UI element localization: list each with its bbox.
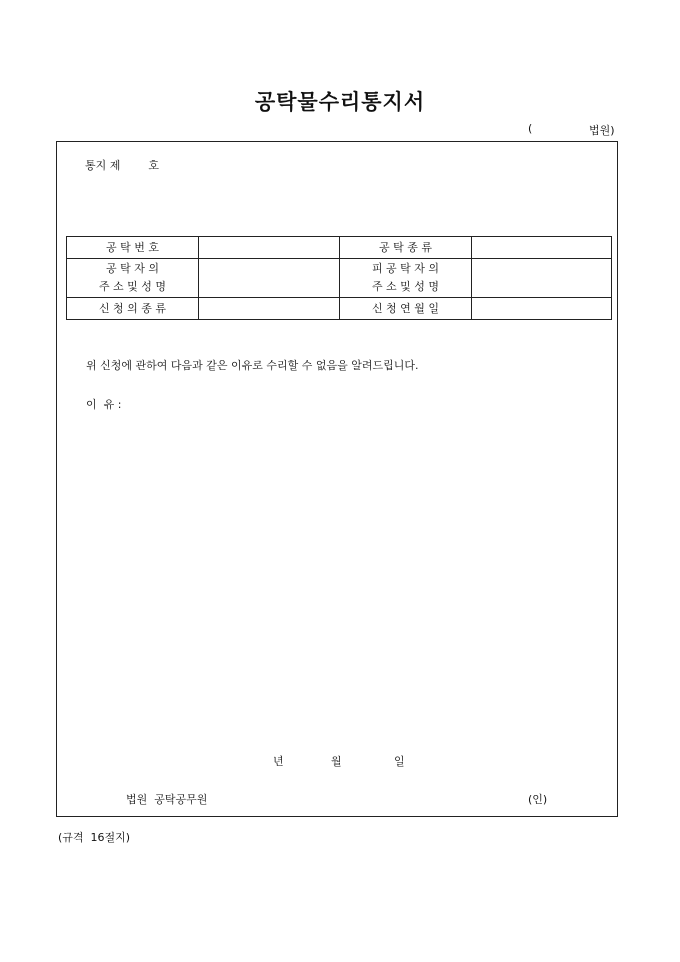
table-row <box>67 237 612 259</box>
notice-number: 통지 제 호 <box>85 159 159 172</box>
court-label: 법원) <box>589 124 615 137</box>
date-month-label: 월 <box>331 755 342 768</box>
officer-label: 법원 공탁공무원 <box>126 793 208 806</box>
date-year-label: 년 <box>273 755 284 768</box>
beneficiary-label-line2: 주 소 및 성 명 <box>371 280 440 293</box>
statement-text: 위 신청에 관하여 다음과 같은 이유로 수리할 수 없음을 알려드립니다. <box>86 359 419 372</box>
depositor-label-line2: 주 소 및 성 명 <box>98 280 167 293</box>
deposit-number-label: 공 탁 번 호 <box>67 237 199 259</box>
document-title: 공탁물수리통지서 <box>254 89 426 114</box>
application-type-label: 신 청 의 종 류 <box>67 298 199 320</box>
court-open-paren: ( <box>528 122 533 135</box>
deposit-info-table <box>66 236 612 320</box>
depositor-label-line1: 공 탁 자 의 <box>106 262 159 275</box>
table-row <box>67 298 612 320</box>
depositor-label <box>67 259 199 298</box>
depositor-value <box>199 259 340 298</box>
beneficiary-value <box>472 259 612 298</box>
deposit-number-value <box>199 237 340 259</box>
paper-size-note: (규격 16절지) <box>58 831 131 844</box>
application-date-label: 신 청 연 월 일 <box>340 298 472 320</box>
deposit-type-value <box>472 237 612 259</box>
application-type-value <box>199 298 340 320</box>
reason-label: 이 유 : <box>86 398 122 411</box>
deposit-type-label: 공 탁 종 류 <box>340 237 472 259</box>
date-day-label: 일 <box>394 755 405 768</box>
beneficiary-label-line1: 피 공 탁 자 의 <box>371 262 440 275</box>
table-row <box>67 259 612 298</box>
application-date-value <box>472 298 612 320</box>
seal-label: (인) <box>528 793 548 806</box>
beneficiary-label <box>340 259 472 298</box>
